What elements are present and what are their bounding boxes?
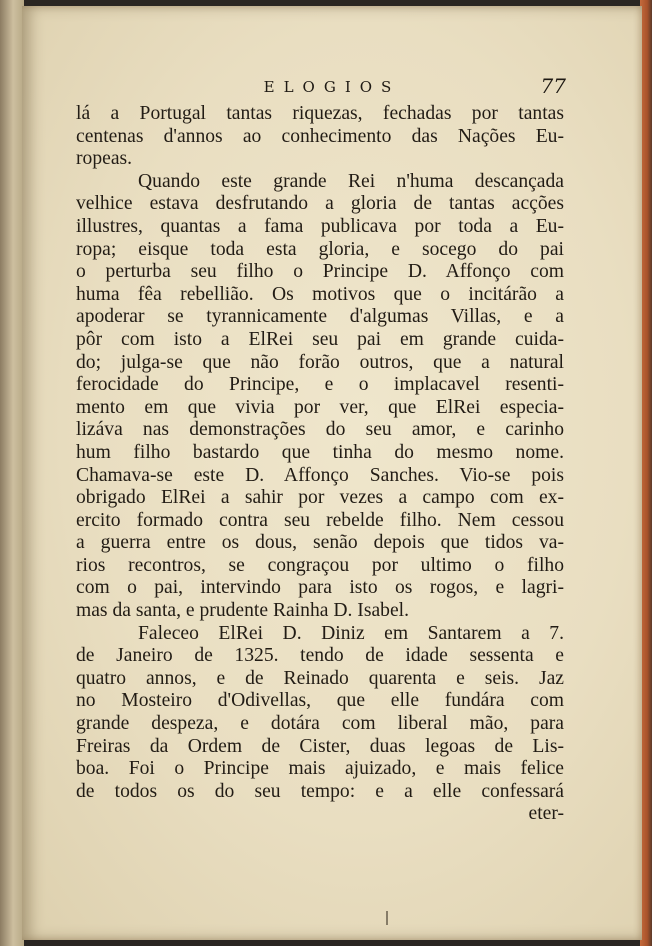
- page-header: [22, 74, 642, 98]
- text-line: boa. Foi o Principe mais ajuizado, e mais felice: [76, 758, 564, 780]
- text-line: rios recontros, se congraçou por ultimo o filho: [76, 554, 564, 576]
- body-text: [76, 103, 564, 826]
- text-line: com o pai, intervindo para isto os rogos, e lagri-: [76, 577, 564, 599]
- text-line: mas da santa, e prudente Rainha D. Isabel.: [76, 600, 409, 622]
- text-line: hum filho bastardo que tinha do mesmo nome.: [76, 441, 564, 463]
- text-line: velhice estava desfrutando a gloria de tantas acções: [76, 193, 564, 215]
- text-line: grande despeza, e dotára com liberal mão, para: [76, 713, 564, 735]
- text-line: ferocidade do Principe, e o implacavel resenti-: [76, 374, 564, 396]
- text-line: obrigado ElRei a sahir por vezes a campo com ex-: [76, 487, 564, 509]
- text-line: apoderar se tyrannicamente d'algumas Villas, e a: [76, 306, 564, 328]
- text-line: pôr com isto a ElRei seu pai em grande cuida-: [76, 328, 564, 350]
- text-line: a guerra entre os dous, senão depois que tidos va-: [76, 532, 564, 554]
- left-page-edge: [0, 0, 24, 946]
- text-line: ropa; eisque toda esta gloria, e socego do pai: [76, 238, 564, 260]
- text-line: ropeas.: [76, 148, 133, 170]
- text-line: mento em que vivia por ver, que ElRei especia-: [76, 396, 564, 418]
- printing-mark: [386, 911, 388, 925]
- text-line: quatro annos, e de Reinado quarenta e seis. Jaz: [76, 667, 564, 689]
- text-line: o perturba seu filho o Principe D. Affonço com: [76, 261, 564, 283]
- text-line: Quando este grande Rei n'huma descançada: [138, 170, 564, 192]
- page-number: 77: [540, 74, 566, 98]
- text-line: do; julga-se que não forão outros, que a natural: [76, 351, 564, 373]
- text-line: no Mosteiro d'Odivellas, que elle fundára com: [76, 690, 564, 712]
- text-line: Freiras da Ordem de Cister, duas legoas de Lis-: [76, 735, 564, 757]
- book-page: [22, 6, 642, 940]
- text-line: Chamava-se este D. Affonço Sanches. Vio-se pois: [76, 464, 564, 486]
- text-line: de todos os do seu tempo: e a elle confessará: [76, 780, 564, 802]
- running-head: ELOGIOS: [263, 78, 401, 96]
- text-line: Faleceo ElRei D. Diniz em Santarem a 7.: [138, 622, 564, 644]
- text-line: centenas d'annos ao conhecimento das Nações Eu-: [76, 125, 564, 147]
- text-line: huma fêa rebellião. Os motivos que o incitárão a: [76, 283, 564, 305]
- text-line: de Janeiro de 1325. tendo de idade sessenta e: [76, 645, 564, 667]
- text-line: lá a Portugal tantas riquezas, fechadas por tantas: [76, 103, 564, 124]
- text-line: ercito formado contra seu rebelde filho. Nem cessou: [76, 509, 564, 531]
- catchword: eter-: [528, 803, 564, 825]
- text-line: illustres, quantas a fama publicava por toda a Eu-: [76, 215, 564, 237]
- text-line: lizáva nas demonstrações do seu amor, e carinho: [76, 419, 564, 441]
